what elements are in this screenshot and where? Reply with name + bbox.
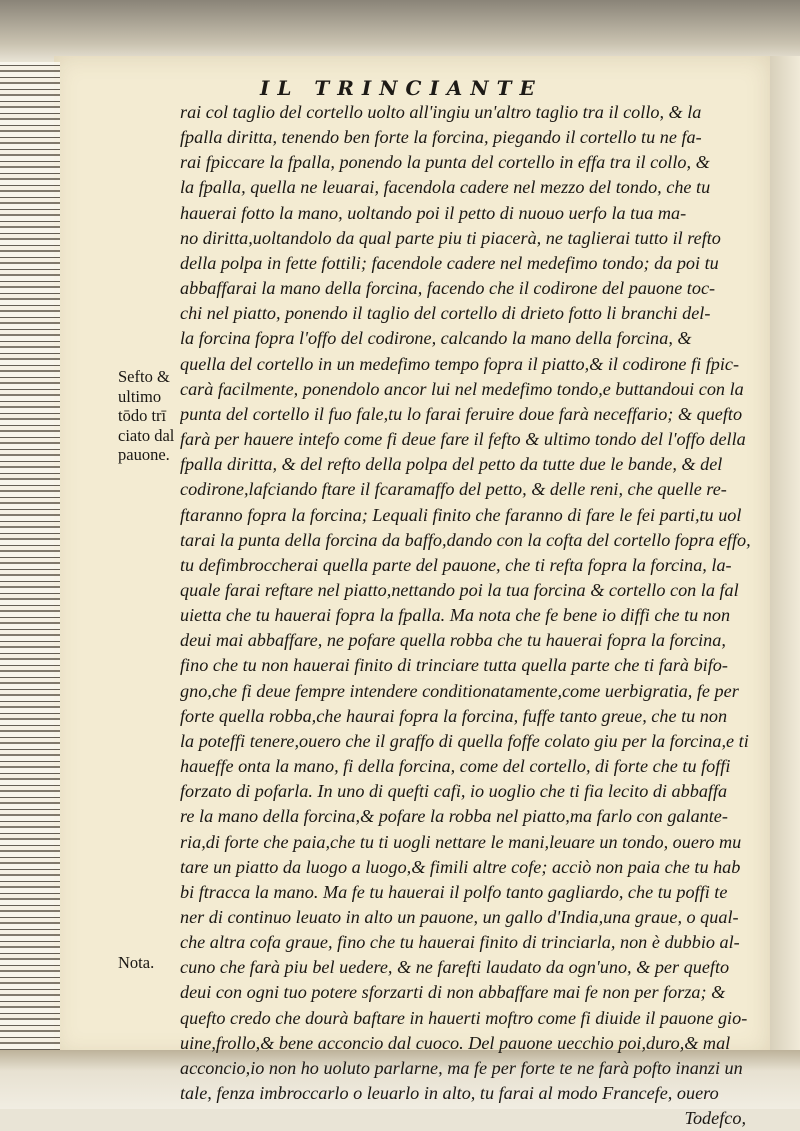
text-line: fpalla diritta, & del refto della polpa del petto da tutte due le bande, & del: [180, 454, 723, 475]
text-line: punta del cortello il fuo fale,tu lo farai feruire doue farà neceffario; & quefto: [180, 403, 743, 424]
text-line: tarai la punta della forcina da baffo,dando con la cofta del cortello fopra effo,: [180, 529, 751, 550]
text-line: che altra cofa graue, fino che tu hauerai finito di trinciarla, non è dubbio al-: [180, 932, 740, 953]
text-line: farà per hauere intefo come fi deue fare il fefto & ultimo tondo del l'offo della: [180, 429, 746, 450]
body-text: [180, 100, 760, 1131]
text-line: ria,di forte che paia,che tu ti uogli nettare le mani,leuare un tondo, ouero mu: [180, 831, 742, 852]
text-line: carà facilmente, ponendolo ancor lui nel medefimo tondo,e buttandoui con la: [180, 378, 744, 399]
text-line: acconcio,io non ho uoluto parlarne, ma fe per forte te ne farà pofto inanzi un: [180, 1057, 743, 1078]
text-line: codirone,lafciando ftare il fcaramaffo del petto, & delle reni, che quelle re-: [180, 479, 727, 500]
scan-top-shadow: [0, 0, 800, 62]
running-header: IL TRINCIANTE: [260, 76, 543, 100]
text-line: hauerai fotto la mano, uoltando poi il petto di nuouo uerfo la tua ma-: [180, 202, 687, 223]
margin-note-line: ultimo: [118, 386, 162, 406]
text-line: gno,che fi deue fempre intendere conditionatamente,come uerbigratia, fe per: [180, 680, 739, 701]
text-line: uietta che tu hauerai fopra la fpalla. Ma nota che fe bene io diffi che tu non: [180, 605, 731, 626]
book-binding-edge: [0, 62, 60, 1056]
text-line: cuno che farà piu bel uedere, & ne farefti laudato da ogn'uno, & per quefto: [180, 957, 730, 978]
text-line: forte quella robba,che haurai fopra la forcina, fuffe tanto greue, che tu non: [180, 705, 728, 726]
text-line: re la mano della forcina,& pofare la robba nel piatto,ma farlo con galante-: [180, 806, 728, 827]
text-line: chi nel piatto, ponendo il taglio del cortello di drieto fotto li branchi del-: [180, 303, 711, 324]
text-line: rai col taglio del cortello uolto all'ingiu un'altro taglio tra il collo, & la: [180, 102, 702, 122]
margin-note-line: Nota.: [118, 953, 155, 972]
text-line: la poteffi tenere,ouero che il graffo di quella foffe colato giu per la forcina,e ti: [180, 730, 749, 751]
text-line: no diritta,uoltandolo da qual parte piu ti piacerà, ne taglierai tutto il refto: [180, 227, 721, 248]
text-line: fino che tu non hauerai finito di trinciare tutta quella parte che ti farà bifo-: [180, 655, 728, 676]
text-line: ner di continuo leuato in alto un pauone, un gallo d'India,una graue, o qual-: [180, 907, 739, 927]
text-line: bi ftracca la mano. Ma fe tu hauerai il polfo tanto gagliardo, che tu poffi te: [180, 881, 728, 902]
text-line: abbaffarai la mano della forcina, facendo che il codirone del pauone toc-: [180, 278, 716, 299]
text-line: rai fpiccare la fpalla, ponendo la punta del cortello in effa tra il collo, &: [180, 152, 710, 173]
text-line: della polpa in fette fottili; facendole cadere nel medefimo tondo; da poi tu: [180, 252, 719, 273]
text-line: fpalla diritta, tenendo ben forte la forcina, piegando il cortello tu ne fa-: [180, 127, 702, 148]
margin-note-line: ciato dal: [118, 425, 175, 445]
text-line: deui con ogni tuo potere sforzarti di non abbaffare mai fe non per forza; &: [180, 982, 726, 1003]
text-line: la fpalla, quella ne leuarai, facendola cadere nel mezzo del tondo, che tu: [180, 177, 711, 198]
page-fore-edge: [770, 56, 800, 1056]
text-line: quella del cortello in un medefimo tempo fopra il piatto,& il codirone fi fpic-: [180, 353, 740, 374]
text-line: uine,frollo,& bene acconcio dal cuoco. Del pauone uecchio poi,duro,& mal: [180, 1032, 731, 1053]
text-line: la forcina fopra l'offo del codirone, calcando la mano della forcina, &: [180, 328, 692, 349]
margin-note-line: pauone.: [118, 445, 170, 464]
text-line: tale, fenza imbroccarlo o leuarlo in alto, tu farai al modo Francefe, ouero: [180, 1083, 719, 1104]
text-line: quale farai reftare nel piatto,nettando poi la tua forcina & cortello con la fal: [180, 579, 739, 600]
catchword: Todefco,: [684, 1108, 746, 1129]
text-line: forzato di pofarla. In uno di quefti cafi, io uoglio che ti fia lecito di abbaffa: [180, 781, 728, 802]
margin-note-sixth-carving: [118, 367, 182, 465]
margin-note-line: tōdo trī: [118, 406, 167, 425]
text-line: deui mai abbaffare, ne pofare quella robba che tu hauerai fopra la forcina,: [180, 630, 726, 651]
text-line: haueffe onta la mano, fi della forcina, come del cortello, di forte che tu foffi: [180, 756, 731, 777]
text-line: tu defimbroccherai quella parte del pauone, che ti refta fopra la forcina, la-: [180, 554, 732, 575]
margin-note-line: Sefto &: [118, 367, 170, 386]
text-line: ftaranno fopra la forcina; Lequali finito che faranno di fare le fei parti,tu uol: [180, 504, 742, 525]
margin-note-nota: [118, 953, 182, 973]
text-line: quefto credo che dourà baftare in hauerti moftro come fi diuide il pauone gio-: [180, 1007, 748, 1028]
text-line: tare un piatto da luogo a luogo,& fimili altre cofe; acciò non paia che tu hab: [180, 856, 741, 877]
